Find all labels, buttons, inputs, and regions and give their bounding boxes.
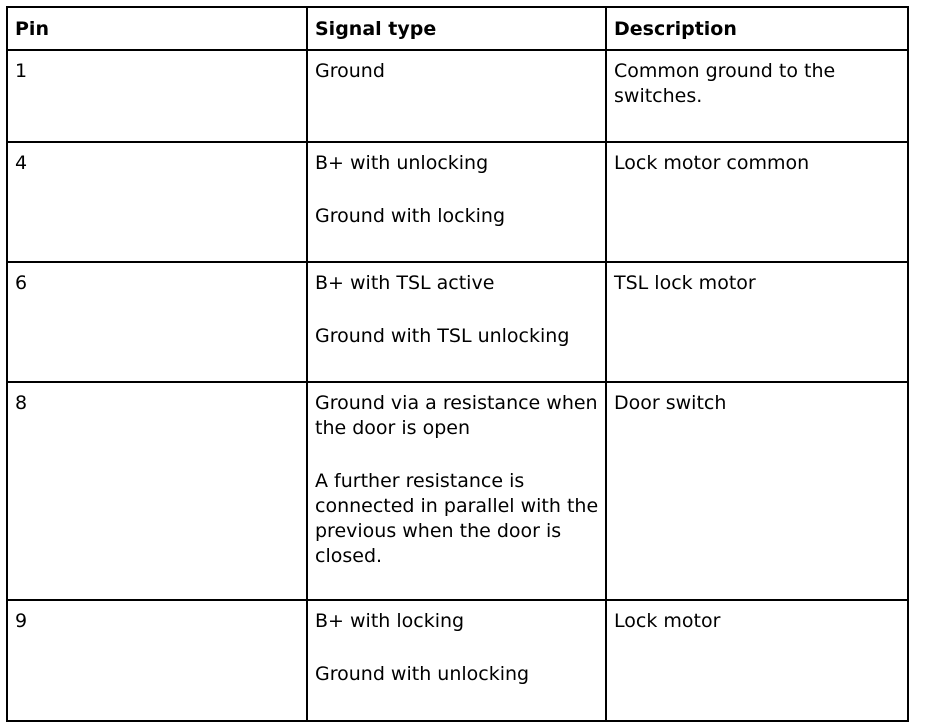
signal-cell	[307, 262, 606, 382]
description-text: Lock motor	[614, 610, 721, 632]
table-row	[7, 50, 908, 142]
pin-value: 1	[15, 60, 28, 82]
signal-cell	[307, 600, 606, 721]
pin-value: 6	[15, 272, 28, 294]
description-text: Lock motor common	[614, 152, 810, 174]
description-cell	[606, 262, 908, 382]
header-pin-label: Pin	[15, 18, 49, 40]
pin-value: 8	[15, 392, 28, 414]
pin-value: 9	[15, 610, 28, 632]
signal-cell	[307, 382, 606, 600]
table-row	[7, 262, 908, 382]
table-row	[7, 600, 908, 721]
header-description-label: Description	[614, 18, 737, 40]
pin-cell	[7, 600, 307, 721]
header-signal-type-label: Signal type	[315, 18, 437, 40]
description-cell	[606, 142, 908, 262]
pin-value: 4	[15, 152, 28, 174]
signal-text: Ground	[315, 60, 385, 82]
signal-text: Ground with TSL unlocking	[315, 325, 570, 347]
pin-cell	[7, 262, 307, 382]
signal-text: Ground with locking	[315, 205, 506, 227]
signal-text: A further resistance is connected in parallel with the previous when the door is closed.	[315, 470, 599, 567]
table-row	[7, 382, 908, 600]
signal-cell	[307, 50, 606, 142]
pin-table	[6, 6, 909, 722]
description-text: Door switch	[614, 392, 727, 414]
pin-cell	[7, 382, 307, 600]
pin-cell	[7, 142, 307, 262]
signal-text: Ground with unlocking	[315, 663, 530, 685]
header-pin	[7, 7, 307, 50]
header-description	[606, 7, 908, 50]
signal-text: B+ with locking	[315, 610, 465, 632]
description-text: Common ground to the switches.	[614, 60, 836, 107]
signal-cell	[307, 142, 606, 262]
signal-text: B+ with TSL active	[315, 272, 495, 294]
description-cell	[606, 382, 908, 600]
signal-text: B+ with unlocking	[315, 152, 489, 174]
signal-text: Ground via a resistance when the door is open	[315, 392, 598, 439]
table-row	[7, 142, 908, 262]
description-text: TSL lock motor	[614, 272, 756, 294]
pin-cell	[7, 50, 307, 142]
description-cell	[606, 600, 908, 721]
table-header-row	[7, 7, 908, 50]
header-signal-type	[307, 7, 606, 50]
description-cell	[606, 50, 908, 142]
